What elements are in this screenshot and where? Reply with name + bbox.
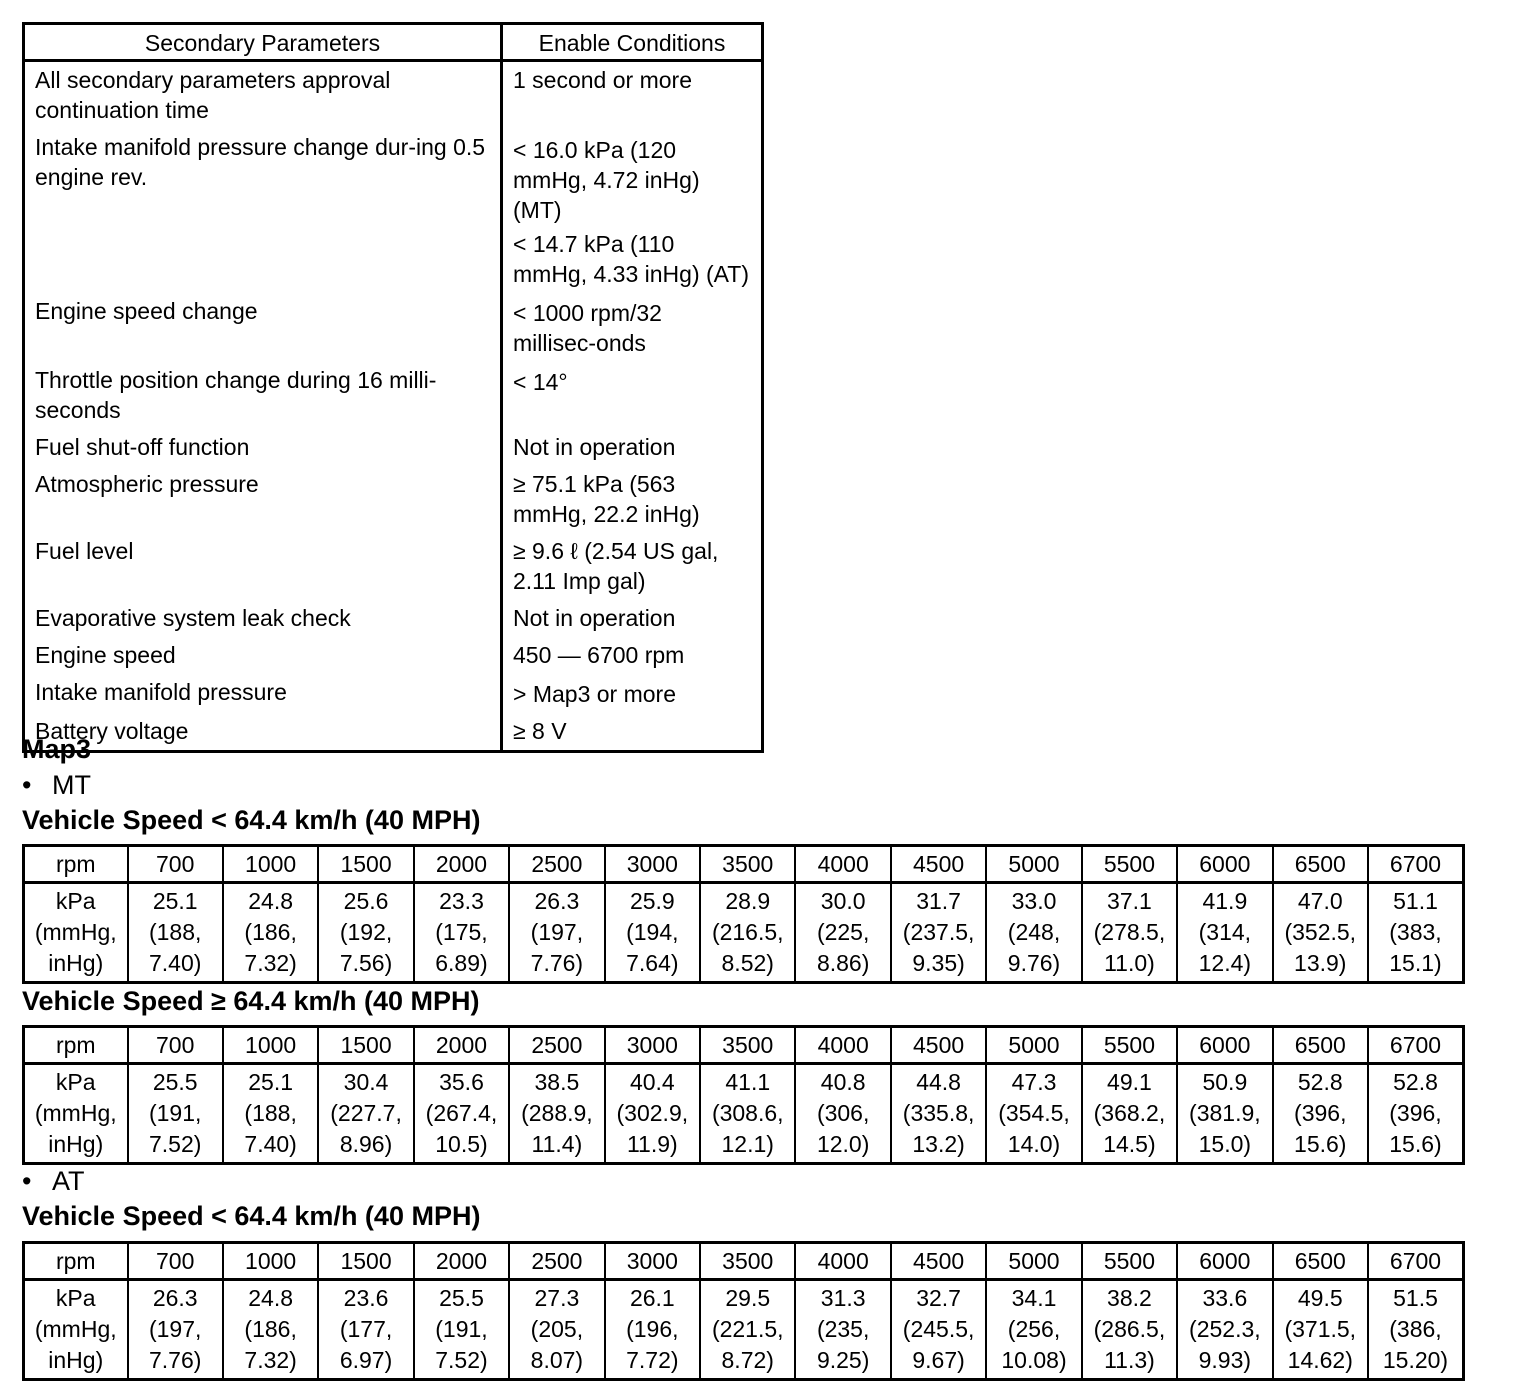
rpm-label-cell: rpm xyxy=(24,846,128,883)
rpm-cell: 2000 xyxy=(414,1027,509,1064)
pressure-value-line: (188, xyxy=(244,1100,297,1126)
pressure-value-line: 26.3 xyxy=(534,888,580,914)
pressure-cell xyxy=(986,1280,1081,1380)
pressure-cell xyxy=(1273,883,1368,983)
pressure-label-line: (mmHg, xyxy=(34,1100,117,1126)
pressure-value-line: 8.52) xyxy=(721,950,774,976)
pressure-cell xyxy=(891,883,986,983)
pressure-value-line: (248, xyxy=(1007,919,1061,945)
secondary-table-row xyxy=(24,429,763,466)
pressure-value-line: (194, xyxy=(626,919,679,945)
header-secondary-parameters: Secondary Parameters xyxy=(24,24,502,61)
pressure-cell xyxy=(700,1280,795,1380)
pressure-value-line: 38.2 xyxy=(1107,1285,1152,1311)
pressure-value-line: 41.9 xyxy=(1202,888,1248,914)
enable-condition-line: < 1000 rpm/32 millisec-onds xyxy=(513,300,662,356)
rpm-row xyxy=(24,846,1464,883)
secondary-table-header-row xyxy=(24,24,763,61)
table-heading-mt-low: Vehicle Speed < 64.4 km/h (40 MPH) xyxy=(22,805,481,835)
pressure-value-line: 7.40) xyxy=(148,950,202,976)
pressure-value-line: (267.4, xyxy=(425,1100,498,1126)
pressure-cell xyxy=(128,1280,223,1380)
pressure-cell xyxy=(318,1280,413,1380)
enable-condition-line: < 16.0 kPa (120 mmHg, 4.72 inHg) (MT) xyxy=(513,137,700,223)
pressure-value-line: (197, xyxy=(148,1316,202,1342)
pressure-value-line: 8.86) xyxy=(816,950,870,976)
pressure-value-line: 51.1 xyxy=(1393,888,1438,914)
secondary-table-row xyxy=(24,362,763,429)
bullet-at xyxy=(22,1166,85,1197)
pressure-label-line: kPa xyxy=(55,888,96,914)
enable-condition-cell xyxy=(502,466,763,533)
pressure-value-line: (335.8, xyxy=(902,1100,975,1126)
pressure-cell xyxy=(795,883,890,983)
pressure-value-line: 40.8 xyxy=(820,1069,866,1095)
pressure-value-line: (381.9, xyxy=(1189,1100,1261,1126)
enable-condition-cell xyxy=(502,637,763,674)
pressure-value-line: 32.7 xyxy=(916,1285,961,1311)
rpm-cell: 5000 xyxy=(986,846,1081,883)
enable-condition-line: ≥ 75.1 kPa (563 mmHg, 22.2 inHg) xyxy=(513,471,700,527)
pressure-cell xyxy=(414,1064,509,1164)
secondary-parameter-cell: Engine speed change xyxy=(24,293,502,362)
pressure-value-line: (192, xyxy=(339,919,393,945)
pressure-value-line: 24.8 xyxy=(248,888,294,914)
enable-condition-line: Not in operation xyxy=(513,605,676,631)
pressure-value-line: 9.76) xyxy=(1007,950,1061,976)
pressure-value-line: 37.1 xyxy=(1107,888,1152,914)
rpm-cell: 5500 xyxy=(1082,1027,1177,1064)
pressure-value-line: (252.3, xyxy=(1189,1316,1261,1342)
pressure-row xyxy=(24,1064,1464,1164)
enable-condition-cell xyxy=(502,129,763,293)
secondary-parameter-cell: Battery voltage xyxy=(24,713,502,752)
pressure-cell xyxy=(1273,1280,1368,1380)
pressure-value-line: 6.89) xyxy=(435,950,488,976)
pressure-value-line: (306, xyxy=(816,1100,870,1126)
enable-condition-line: 1 second or more xyxy=(513,67,692,93)
rpm-cell: 1000 xyxy=(223,1027,318,1064)
pressure-value-line: 13.2) xyxy=(912,1131,965,1157)
pressure-value-line: 7.32) xyxy=(244,1347,297,1373)
rpm-cell: 5500 xyxy=(1082,846,1177,883)
pressure-value-line: 47.3 xyxy=(1011,1069,1057,1095)
pressure-cell xyxy=(795,1280,890,1380)
pressure-cell xyxy=(605,883,700,983)
pressure-cell xyxy=(318,1064,413,1164)
rpm-cell: 6700 xyxy=(1368,1243,1464,1280)
rpm-cell: 700 xyxy=(128,1027,223,1064)
pressure-value-line: (308.6, xyxy=(711,1100,784,1126)
pressure-value-line: 7.56) xyxy=(339,950,393,976)
pressure-value-line: 7.52) xyxy=(435,1347,488,1373)
pressure-cell xyxy=(1273,1064,1368,1164)
pressure-value-line: 9.93) xyxy=(1198,1347,1252,1373)
pressure-cell xyxy=(1368,1280,1464,1380)
pressure-value-line: (352.5, xyxy=(1284,919,1357,945)
pressure-cell xyxy=(223,1280,318,1380)
pressure-cell xyxy=(223,1064,318,1164)
pressure-value-line: 40.4 xyxy=(629,1069,675,1095)
pressure-value-line: 10.5) xyxy=(435,1131,488,1157)
pressure-cell xyxy=(128,883,223,983)
pressure-value-line: (196, xyxy=(626,1316,679,1342)
pressure-value-line: 9.67) xyxy=(912,1347,965,1373)
enable-condition-cell xyxy=(502,61,763,130)
pressure-value-line: 7.76) xyxy=(530,950,584,976)
map-table-mt-high-speed xyxy=(22,1025,1465,1165)
pressure-value-line: (186, xyxy=(244,1316,297,1342)
bullet-mt xyxy=(22,770,91,801)
pressure-value-line: 9.35) xyxy=(912,950,965,976)
rpm-cell: 3500 xyxy=(700,846,795,883)
rpm-cell: 4500 xyxy=(891,1243,986,1280)
pressure-value-line: (175, xyxy=(435,919,488,945)
enable-condition-line: > Map3 or more xyxy=(513,681,676,707)
pressure-value-line: 12.0) xyxy=(816,1131,870,1157)
secondary-parameter-cell: Engine speed xyxy=(24,637,502,674)
pressure-value-line: 15.6) xyxy=(1294,1131,1347,1157)
secondary-table-row xyxy=(24,674,763,713)
pressure-value-line: (302.9, xyxy=(616,1100,689,1126)
pressure-label-line: (mmHg, xyxy=(34,919,117,945)
pressure-value-line: (256, xyxy=(1007,1316,1061,1342)
pressure-value-line: (386, xyxy=(1389,1316,1442,1342)
pressure-value-line: (278.5, xyxy=(1093,919,1166,945)
pressure-row xyxy=(24,1280,1464,1380)
rpm-cell: 6000 xyxy=(1177,1243,1272,1280)
pressure-label-line: kPa xyxy=(55,1069,96,1095)
pressure-value-line: 15.20) xyxy=(1382,1347,1449,1373)
pressure-value-line: (237.5, xyxy=(902,919,975,945)
pressure-cell xyxy=(509,883,604,983)
pressure-value-line: 49.5 xyxy=(1297,1285,1343,1311)
pressure-label-line: inHg) xyxy=(48,1131,104,1157)
pressure-value-line: 9.25) xyxy=(816,1347,870,1373)
pressure-value-line: (221.5, xyxy=(711,1316,784,1342)
rpm-cell: 4000 xyxy=(795,1243,890,1280)
bullet-dot-icon: • xyxy=(22,770,32,800)
pressure-cell xyxy=(414,883,509,983)
pressure-value-line: 7.72) xyxy=(626,1347,679,1373)
pressure-value-line: 31.7 xyxy=(916,888,961,914)
secondary-parameter-cell: All secondary parameters approval continuation time xyxy=(24,61,502,130)
pressure-cell xyxy=(605,1280,700,1380)
rpm-cell: 6700 xyxy=(1368,846,1464,883)
pressure-cell xyxy=(986,883,1081,983)
pressure-value-line: 50.9 xyxy=(1202,1069,1248,1095)
rpm-cell: 4000 xyxy=(795,1027,890,1064)
pressure-cell xyxy=(509,1280,604,1380)
enable-condition-line: ≥ 8 V xyxy=(513,718,567,744)
pressure-value-line: 52.8 xyxy=(1297,1069,1343,1095)
pressure-value-line: 11.0) xyxy=(1104,950,1155,976)
pressure-value-line: 7.40) xyxy=(244,1131,297,1157)
secondary-parameter-cell: Intake manifold pressure xyxy=(24,674,502,713)
pressure-value-line: 26.3 xyxy=(152,1285,198,1311)
pressure-value-line: 25.5 xyxy=(152,1069,198,1095)
rpm-cell: 3000 xyxy=(605,1243,700,1280)
rpm-label-cell: rpm xyxy=(24,1243,128,1280)
pressure-value-line: 6.97) xyxy=(339,1347,393,1373)
pressure-value-line: (235, xyxy=(816,1316,870,1342)
pressure-value-line: (286.5, xyxy=(1093,1316,1166,1342)
secondary-table-row xyxy=(24,293,763,362)
pressure-cell xyxy=(318,883,413,983)
pressure-value-line: 41.1 xyxy=(725,1069,771,1095)
pressure-value-line: 30.4 xyxy=(343,1069,389,1095)
secondary-table-row xyxy=(24,600,763,637)
rpm-cell: 2500 xyxy=(509,846,604,883)
pressure-value-line: 12.4) xyxy=(1198,950,1252,976)
pressure-value-line: 51.5 xyxy=(1393,1285,1438,1311)
map-table-mt-low-speed xyxy=(22,844,1465,984)
pressure-value-line: 30.0 xyxy=(820,888,866,914)
enable-condition-cell xyxy=(502,429,763,466)
pressure-value-line: (186, xyxy=(244,919,297,945)
secondary-table-row xyxy=(24,533,763,600)
rpm-cell: 2000 xyxy=(414,1243,509,1280)
rpm-cell: 1500 xyxy=(318,1027,413,1064)
secondary-table-row xyxy=(24,61,763,130)
secondary-parameter-cell: Fuel shut-off function xyxy=(24,429,502,466)
pressure-value-line: 44.8 xyxy=(916,1069,961,1095)
rpm-cell: 6000 xyxy=(1177,846,1272,883)
pressure-value-line: 15.0) xyxy=(1198,1131,1252,1157)
pressure-cell xyxy=(1082,1280,1177,1380)
pressure-value-line: (205, xyxy=(530,1316,584,1342)
pressure-value-line: (227.7, xyxy=(330,1100,402,1126)
pressure-label-line: inHg) xyxy=(48,1347,104,1373)
pressure-value-line: 47.0 xyxy=(1297,888,1343,914)
pressure-value-line: 14.5) xyxy=(1103,1131,1156,1157)
enable-condition-cell xyxy=(502,533,763,600)
rpm-cell: 700 xyxy=(128,846,223,883)
pressure-value-line: (191, xyxy=(148,1100,202,1126)
enable-condition-cell xyxy=(502,362,763,429)
rpm-cell: 4500 xyxy=(891,1027,986,1064)
pressure-value-line: 11.4) xyxy=(531,1131,583,1157)
pressure-value-line: (197, xyxy=(530,919,584,945)
rpm-cell: 5000 xyxy=(986,1243,1081,1280)
pressure-value-line: (383, xyxy=(1389,919,1442,945)
pressure-value-line: 15.6) xyxy=(1389,1131,1442,1157)
pressure-cell xyxy=(1082,1064,1177,1164)
rpm-cell: 6700 xyxy=(1368,1027,1464,1064)
pressure-value-line: 31.3 xyxy=(820,1285,866,1311)
rpm-row xyxy=(24,1243,1464,1280)
pressure-value-line: 52.8 xyxy=(1393,1069,1438,1095)
rpm-row xyxy=(24,1027,1464,1064)
pressure-value-line: 24.8 xyxy=(248,1285,294,1311)
pressure-value-line: (371.5, xyxy=(1284,1316,1357,1342)
pressure-value-line: 25.1 xyxy=(152,888,198,914)
pressure-value-line: 25.5 xyxy=(439,1285,484,1311)
rpm-cell: 1000 xyxy=(223,846,318,883)
rpm-cell: 4500 xyxy=(891,846,986,883)
pressure-cell xyxy=(414,1280,509,1380)
enable-condition-cell xyxy=(502,674,763,713)
pressure-cell xyxy=(128,1064,223,1164)
enable-condition-line: < 14.7 kPa (110 mmHg, 4.33 inHg) (AT) xyxy=(513,231,750,287)
pressure-cell xyxy=(605,1064,700,1164)
pressure-label-cell xyxy=(24,1064,128,1164)
secondary-table-row xyxy=(24,637,763,674)
pressure-value-line: 23.6 xyxy=(343,1285,389,1311)
rpm-cell: 3500 xyxy=(700,1027,795,1064)
pressure-value-line: 26.1 xyxy=(629,1285,675,1311)
pressure-cell xyxy=(1177,1280,1272,1380)
pressure-cell xyxy=(1082,883,1177,983)
pressure-cell xyxy=(1177,883,1272,983)
table-heading-at-low: Vehicle Speed < 64.4 km/h (40 MPH) xyxy=(22,1201,481,1231)
pressure-value-line: 28.9 xyxy=(725,888,771,914)
pressure-value-line: (177, xyxy=(339,1316,393,1342)
secondary-parameter-cell: Intake manifold pressure change dur-ing 0.5 engine rev. xyxy=(24,129,502,293)
enable-condition-line: Not in operation xyxy=(513,434,676,460)
pressure-value-line: 8.96) xyxy=(339,1131,393,1157)
pressure-value-line: 7.64) xyxy=(626,950,679,976)
pressure-value-line: (216.5, xyxy=(711,919,784,945)
rpm-cell: 3000 xyxy=(605,1027,700,1064)
pressure-value-line: (245.5, xyxy=(902,1316,975,1342)
pressure-value-line: 35.6 xyxy=(439,1069,484,1095)
table-heading-mt-high: Vehicle Speed ≥ 64.4 km/h (40 MPH) xyxy=(22,986,480,1016)
secondary-table-row xyxy=(24,129,763,293)
pressure-value-line: 10.08) xyxy=(1001,1347,1067,1373)
pressure-label-line: (mmHg, xyxy=(34,1316,117,1342)
rpm-cell: 6500 xyxy=(1273,1027,1368,1064)
pressure-cell xyxy=(223,883,318,983)
rpm-cell: 2500 xyxy=(509,1243,604,1280)
pressure-label-cell xyxy=(24,1280,128,1380)
pressure-value-line: (396, xyxy=(1294,1100,1347,1126)
pressure-value-line: 23.3 xyxy=(439,888,484,914)
enable-condition-cell xyxy=(502,713,763,752)
pressure-value-line: (396, xyxy=(1389,1100,1442,1126)
rpm-cell: 4000 xyxy=(795,846,890,883)
rpm-cell: 700 xyxy=(128,1243,223,1280)
secondary-table-body xyxy=(24,61,763,752)
pressure-cell xyxy=(700,883,795,983)
pressure-value-line: (314, xyxy=(1198,919,1252,945)
pressure-label-cell xyxy=(24,883,128,983)
pressure-cell xyxy=(1177,1064,1272,1164)
rpm-cell: 6000 xyxy=(1177,1027,1272,1064)
rpm-label-cell: rpm xyxy=(24,1027,128,1064)
rpm-cell: 5000 xyxy=(986,1027,1081,1064)
rpm-cell: 5500 xyxy=(1082,1243,1177,1280)
pressure-value-line: 33.0 xyxy=(1011,888,1057,914)
enable-condition-line: ≥ 9.6 ℓ (2.54 US gal, 2.11 Imp gal) xyxy=(513,538,719,594)
pressure-value-line: 15.1) xyxy=(1389,950,1442,976)
pressure-value-line: 11.3) xyxy=(1104,1347,1155,1373)
pressure-value-line: 7.52) xyxy=(148,1131,202,1157)
bullet-dot-icon: • xyxy=(22,1166,32,1196)
pressure-value-line: 25.6 xyxy=(343,888,389,914)
pressure-value-line: 25.1 xyxy=(248,1069,294,1095)
pressure-cell xyxy=(891,1280,986,1380)
pressure-value-line: 49.1 xyxy=(1107,1069,1152,1095)
secondary-table-row xyxy=(24,466,763,533)
rpm-cell: 3000 xyxy=(605,846,700,883)
map-table-at-low-speed xyxy=(22,1241,1465,1381)
pressure-value-line: 11.9) xyxy=(626,1131,678,1157)
rpm-cell: 1500 xyxy=(318,1243,413,1280)
rpm-cell: 6500 xyxy=(1273,846,1368,883)
pressure-value-line: 12.1) xyxy=(721,1131,774,1157)
header-enable-conditions: Enable Conditions xyxy=(502,24,763,61)
bullet-mt-label: MT xyxy=(52,770,91,800)
pressure-cell xyxy=(795,1064,890,1164)
pressure-value-line: 34.1 xyxy=(1011,1285,1057,1311)
pressure-value-line: (188, xyxy=(148,919,202,945)
pressure-value-line: 7.76) xyxy=(148,1347,202,1373)
rpm-cell: 2500 xyxy=(509,1027,604,1064)
secondary-parameters-table xyxy=(22,22,764,753)
pressure-label-line: inHg) xyxy=(48,950,104,976)
pressure-value-line: (354.5, xyxy=(998,1100,1070,1126)
enable-condition-line: < 14° xyxy=(513,369,568,395)
pressure-cell xyxy=(700,1064,795,1164)
pressure-value-line: 8.72) xyxy=(721,1347,774,1373)
pressure-value-line: 38.5 xyxy=(534,1069,580,1095)
secondary-parameter-cell: Atmospheric pressure xyxy=(24,466,502,533)
pressure-value-line: 33.6 xyxy=(1202,1285,1248,1311)
pressure-value-line: 14.62) xyxy=(1287,1347,1353,1373)
pressure-cell xyxy=(1368,883,1464,983)
rpm-cell: 6500 xyxy=(1273,1243,1368,1280)
pressure-cell xyxy=(1368,1064,1464,1164)
enable-condition-cell xyxy=(502,600,763,637)
pressure-value-line: 8.07) xyxy=(530,1347,584,1373)
bullet-at-label: AT xyxy=(52,1166,85,1196)
pressure-value-line: 14.0) xyxy=(1007,1131,1061,1157)
pressure-cell xyxy=(891,1064,986,1164)
rpm-cell: 3500 xyxy=(700,1243,795,1280)
rpm-cell: 2000 xyxy=(414,846,509,883)
secondary-table-row xyxy=(24,713,763,752)
pressure-value-line: (191, xyxy=(435,1316,488,1342)
pressure-cell xyxy=(509,1064,604,1164)
pressure-value-line: (368.2, xyxy=(1093,1100,1166,1126)
pressure-value-line: (225, xyxy=(816,919,870,945)
secondary-parameter-cell: Fuel level xyxy=(24,533,502,600)
pressure-value-line: 29.5 xyxy=(725,1285,771,1311)
pressure-value-line: 7.32) xyxy=(244,950,297,976)
pressure-value-line: (288.9, xyxy=(521,1100,593,1126)
pressure-label-line: kPa xyxy=(55,1285,96,1311)
enable-condition-cell xyxy=(502,293,763,362)
pressure-value-line: 13.9) xyxy=(1294,950,1347,976)
map-title: Map3 xyxy=(22,734,92,764)
pressure-row xyxy=(24,883,1464,983)
pressure-value-line: 25.9 xyxy=(629,888,675,914)
secondary-parameter-cell: Evaporative system leak check xyxy=(24,600,502,637)
pressure-value-line: 27.3 xyxy=(534,1285,580,1311)
pressure-cell xyxy=(986,1064,1081,1164)
secondary-parameter-cell: Throttle position change during 16 milli-seconds xyxy=(24,362,502,429)
rpm-cell: 1000 xyxy=(223,1243,318,1280)
rpm-cell: 1500 xyxy=(318,846,413,883)
enable-condition-line: 450 — 6700 rpm xyxy=(513,642,685,668)
